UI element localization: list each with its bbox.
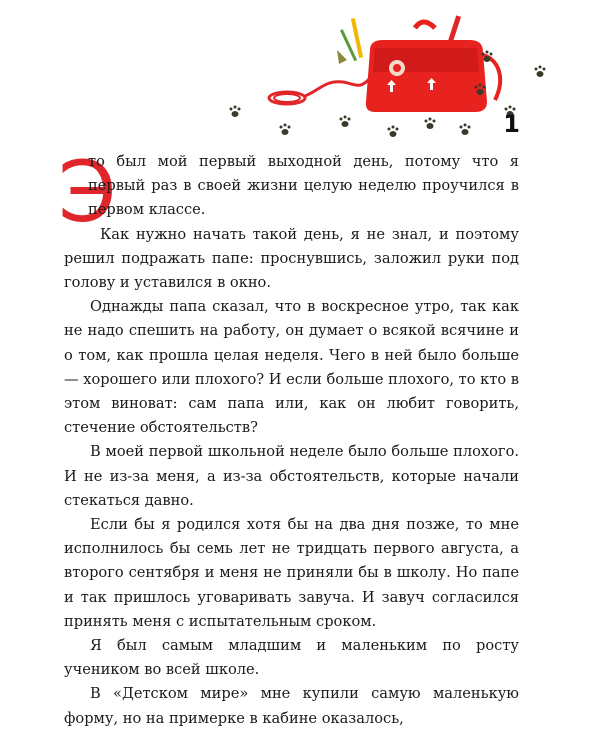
paragraph: Если бы я родился хотя бы на два дня позже, то мне исполнилось бы семь лет не тридцать первого августа, а второго сентября и меня не приняли бы в школу. Но папе и так пришлось уговаривать завуча. И завуч согласился принять меня с испытательным сроком. (64, 516, 519, 630)
paragraph: Как нужно начать такой день, я не знал, и поэтому решил подражать папе: проснувшись, заложил руки под голову и уставился в окно. (64, 225, 519, 292)
bag-strap (269, 78, 370, 104)
drop-cap-letter: Э (58, 143, 117, 241)
paragraph: Я был самым младшим и маленьким по росту учеником во всей школе. (64, 637, 519, 679)
paragraph: В «Детском мире» мне купили самую маленькую форму, но на примерке в кабине оказалось, (64, 685, 519, 727)
bag-body (366, 22, 500, 112)
paragraph: В моей первой школьной неделе было больше плохого. И не из-за меня, а из-за обстоятельств, которые начали стекаться давно. (64, 443, 519, 509)
page-number: 1 (503, 110, 520, 138)
chapter-text (64, 150, 519, 731)
paragraph: Однажды папа сказал, что в воскресное утро, так как не надо спешить на работу, он думает о всякой всячине и о том, как прошла целая неделя. Чего в ней было больше — хорошего или плохого? И если больше плохого, то кто в этом виноват: сам папа или, как он любит говорить, стечение обстоятельств? (64, 298, 520, 437)
paragraph: то был мой первый выходной день, потому что я первый раз в своей жизни целую неделю проучился в первом классе. (88, 153, 519, 219)
